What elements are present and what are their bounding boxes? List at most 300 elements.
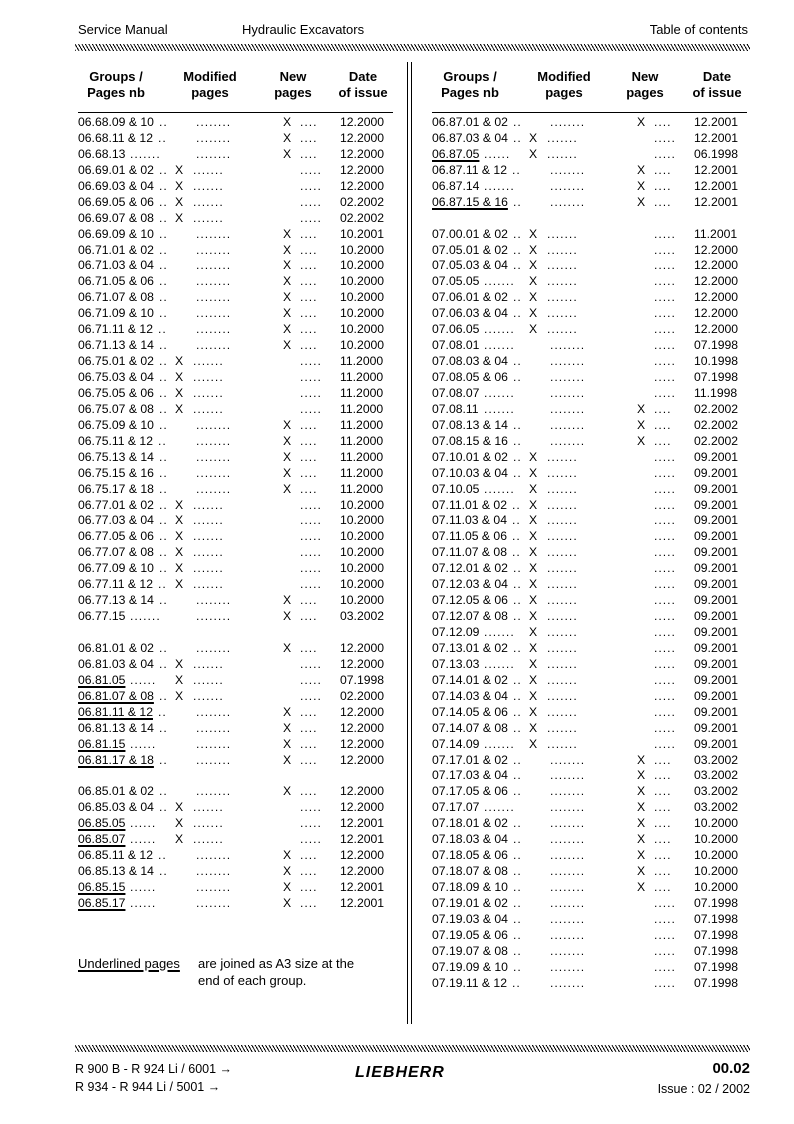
- leader-dots: ....: [654, 752, 672, 767]
- date-cell: 07.1998: [694, 943, 739, 958]
- leader-dots: ....: [300, 449, 318, 464]
- new-mark: X: [283, 880, 292, 894]
- modified-mark: X: [529, 497, 538, 512]
- table-row: [78, 147, 393, 163]
- date-cell: 12.2000: [694, 322, 739, 337]
- leader-dots: .......: [193, 513, 224, 528]
- date-cell: 12.2001: [340, 895, 385, 910]
- new-mark: X: [283, 481, 292, 496]
- leader-dots: .....: [300, 370, 322, 384]
- leader-dots: .....: [654, 736, 676, 751]
- leader-dots: .......: [484, 481, 515, 496]
- page-number-cell: 07.11.07 & 08: [432, 545, 507, 560]
- table-row: [78, 115, 393, 131]
- leader-dots: ........: [550, 959, 586, 974]
- date-cell: 09.2001: [694, 640, 739, 655]
- date-cell: 12.2001: [694, 162, 739, 177]
- leader-dots: ....: [300, 864, 318, 879]
- table-row: [78, 896, 393, 912]
- leader-dots: ..: [159, 720, 168, 735]
- leader-dots: ....: [300, 322, 318, 337]
- date-cell: 09.2001: [694, 577, 739, 592]
- leader-dots: .....: [654, 529, 676, 544]
- leader-dots: ....: [300, 146, 318, 161]
- leader-dots: ..: [159, 178, 168, 193]
- column-divider-a: [407, 62, 408, 1024]
- date-cell: 10.2000: [694, 880, 739, 894]
- table-row: [432, 434, 747, 450]
- modified-mark: X: [529, 577, 538, 592]
- page-number-cell: 06.77.01 & 02: [78, 497, 154, 512]
- leader-dots: ....: [654, 178, 672, 193]
- leader-dots: ........: [550, 385, 586, 400]
- table-row: [78, 322, 393, 338]
- date-cell: 11.2000: [340, 465, 384, 480]
- page-number-cell: 06.81.01 & 02: [78, 640, 154, 655]
- table-row: [432, 657, 747, 673]
- page-number-cell: 06.69.03 & 04: [78, 178, 154, 193]
- new-mark: X: [637, 433, 646, 448]
- new-mark: X: [283, 242, 292, 257]
- table-row: [78, 434, 393, 450]
- leader-dots: .....: [300, 832, 322, 847]
- leader-dots: ..: [158, 848, 167, 863]
- modified-mark: X: [529, 688, 538, 703]
- new-mark: X: [283, 736, 292, 751]
- leader-dots: ....: [300, 290, 318, 305]
- leader-dots: ........: [550, 370, 586, 384]
- date-cell: 10.2000: [340, 529, 385, 544]
- page-number-cell: 06.85.01 & 02: [78, 784, 154, 799]
- table-row: [78, 768, 393, 784]
- date-cell: 07.1998: [694, 370, 739, 384]
- table-row: [432, 625, 747, 641]
- date-cell: 11.2000: [340, 417, 384, 432]
- leader-dots: .....: [654, 370, 676, 384]
- leader-dots: .......: [193, 178, 224, 193]
- table-row: [78, 370, 393, 386]
- table-row: [432, 227, 747, 243]
- modified-mark: X: [529, 306, 538, 321]
- leader-dots: .......: [193, 561, 224, 576]
- header-modified: Modified pages: [537, 69, 591, 100]
- date-cell: 10.2000: [340, 577, 385, 592]
- leader-dots: ..: [512, 162, 521, 177]
- leader-dots: .......: [547, 672, 578, 687]
- date-cell: 12.2000: [340, 800, 385, 815]
- leader-dots: ........: [550, 768, 586, 783]
- leader-dots: ..: [513, 130, 522, 145]
- leader-dots: .....: [300, 162, 322, 177]
- leader-dots: ........: [196, 704, 232, 719]
- leader-dots: ..: [159, 338, 168, 353]
- date-cell: 09.2001: [694, 513, 739, 528]
- leader-dots: ........: [196, 242, 232, 257]
- leader-dots: ..: [512, 529, 521, 544]
- leader-dots: .....: [654, 640, 676, 655]
- leader-dots: .....: [654, 609, 676, 624]
- page-number-cell: 07.12.07 & 08: [432, 609, 508, 624]
- leader-dots: .......: [193, 354, 224, 369]
- leader-dots: .....: [654, 959, 676, 974]
- date-cell: 12.2000: [340, 130, 385, 145]
- modified-mark: X: [175, 561, 184, 576]
- leader-dots: .......: [193, 385, 224, 400]
- leader-dots: .....: [654, 943, 676, 958]
- leader-dots: .......: [193, 688, 224, 703]
- page-number-cell: 07.05.03 & 04: [432, 258, 508, 273]
- date-cell: 10.2000: [340, 322, 385, 337]
- modified-mark: X: [529, 720, 538, 735]
- leader-dots: ......: [130, 672, 157, 687]
- header-date: Date of issue: [338, 69, 388, 100]
- leader-dots: .....: [654, 927, 676, 942]
- leader-dots: .......: [547, 465, 578, 480]
- leader-dots: ..: [159, 274, 168, 289]
- page-number-cell: 07.13.01 & 02: [432, 640, 508, 655]
- leader-dots: .....: [654, 481, 676, 496]
- page-number-cell: 07.00.01 & 02: [432, 226, 508, 241]
- table-row: [78, 561, 393, 577]
- leader-dots: ..: [513, 577, 522, 592]
- leader-dots: ....: [654, 880, 672, 894]
- leader-dots: ....: [300, 640, 318, 655]
- leader-dots: ....: [654, 864, 672, 879]
- new-mark: X: [637, 784, 646, 799]
- liebherr-logo: LIEBHERR: [355, 1064, 445, 1081]
- leader-dots: ....: [300, 609, 318, 624]
- page-number-cell: 06.85.07: [78, 832, 126, 847]
- leader-dots: .....: [300, 178, 322, 193]
- date-cell: 11.2000: [340, 449, 384, 464]
- modified-mark: X: [175, 688, 184, 703]
- leader-dots: .....: [654, 354, 676, 369]
- page-number-cell: 07.08.13 & 14: [432, 417, 508, 432]
- leader-dots: .......: [193, 832, 224, 847]
- date-cell: 10.2000: [340, 497, 385, 512]
- leader-dots: .......: [130, 609, 161, 624]
- page-number-cell: 07.08.05 & 06: [432, 370, 508, 384]
- new-mark: X: [637, 752, 646, 767]
- leader-dots: .......: [193, 194, 224, 209]
- table-row: [432, 768, 747, 784]
- modified-mark: X: [529, 529, 538, 544]
- leader-dots: ....: [654, 784, 672, 799]
- new-mark: X: [283, 258, 292, 273]
- leader-dots: ......: [130, 832, 157, 847]
- page-number-cell: 07.18.09 & 10: [432, 880, 508, 894]
- leader-dots: .....: [654, 322, 676, 337]
- modified-mark: X: [529, 226, 538, 241]
- leader-dots: ..: [513, 115, 522, 129]
- table-row: [432, 482, 747, 498]
- new-mark: X: [637, 816, 646, 831]
- leader-dots: ....: [654, 433, 672, 448]
- leader-dots: ..: [513, 258, 522, 273]
- table-row: [432, 976, 747, 992]
- leader-dots: ..: [513, 784, 522, 799]
- new-mark: X: [283, 115, 292, 129]
- page-number-cell: 06.71.01 & 02: [78, 242, 154, 257]
- leader-dots: .....: [300, 561, 322, 576]
- leader-dots: ........: [550, 784, 586, 799]
- leader-dots: .......: [547, 656, 578, 671]
- header-new: New pages: [274, 69, 312, 100]
- date-cell: 12.2001: [694, 178, 739, 193]
- page-number-cell: 07.19.03 & 04: [432, 911, 508, 926]
- modified-mark: X: [529, 704, 538, 719]
- table-row: [78, 721, 393, 737]
- page-number-cell: 06.77.05 & 06: [78, 529, 154, 544]
- modified-mark: X: [175, 832, 184, 847]
- leader-dots: .......: [193, 401, 224, 416]
- page-number-cell: 06.71.09 & 10: [78, 306, 154, 321]
- leader-dots: .....: [300, 529, 322, 544]
- page-number-cell: 06.68.09 & 10: [78, 115, 154, 129]
- leader-dots: ..: [513, 194, 522, 209]
- leader-dots: .....: [300, 800, 322, 815]
- date-cell: 09.2001: [694, 561, 739, 576]
- leader-dots: ....: [300, 736, 318, 751]
- table-row: [432, 211, 747, 227]
- leader-dots: ....: [654, 194, 672, 209]
- leader-dots: ........: [196, 895, 232, 910]
- leader-dots: ....: [300, 115, 318, 129]
- date-cell: 12.2000: [694, 242, 739, 257]
- page-number-cell: 07.08.11: [432, 401, 479, 416]
- table-row: [432, 673, 747, 689]
- leader-dots: .......: [547, 688, 578, 703]
- date-cell: 12.2000: [340, 720, 385, 735]
- leader-dots: ..: [159, 385, 168, 400]
- leader-dots: ..: [512, 975, 521, 990]
- page-number-cell: 06.69.05 & 06: [78, 194, 154, 209]
- header-groups: Groups / Pages nb: [441, 69, 499, 100]
- date-cell: 12.2000: [340, 864, 385, 879]
- header-hatch-rule: [75, 44, 750, 51]
- leader-dots: ..: [513, 465, 522, 480]
- leader-dots: ..: [513, 593, 522, 608]
- page-number-cell: 07.06.01 & 02: [432, 290, 508, 305]
- page-number-cell: 07.11.01 & 02: [432, 497, 507, 512]
- date-cell: 12.2000: [340, 848, 385, 863]
- page-number-cell: 06.81.05: [78, 672, 126, 687]
- page-number-cell: 06.75.03 & 04: [78, 370, 154, 384]
- new-mark: X: [283, 274, 292, 289]
- page-number-cell: 07.10.03 & 04: [432, 465, 508, 480]
- leader-dots: ..: [158, 704, 167, 719]
- page-number-cell: 07.17.07: [432, 800, 480, 815]
- table-row: [78, 593, 393, 609]
- leader-dots: ..: [159, 497, 168, 512]
- header-groups: Groups / Pages nb: [87, 69, 145, 100]
- leader-dots: ....: [300, 880, 318, 894]
- modified-mark: X: [529, 656, 538, 671]
- date-cell: 12.2000: [340, 178, 385, 193]
- leader-dots: ........: [550, 848, 586, 863]
- leader-dots: .......: [193, 162, 224, 177]
- page-number-cell: 06.87.05: [432, 146, 480, 161]
- modified-mark: X: [529, 242, 538, 257]
- date-cell: 12.2000: [340, 640, 385, 655]
- page-number-cell: 07.14.01 & 02: [432, 672, 508, 687]
- date-cell: 07.1998: [694, 927, 739, 942]
- leader-dots: .......: [547, 640, 578, 655]
- date-cell: 03.2002: [694, 784, 739, 799]
- leader-dots: ........: [196, 736, 232, 751]
- date-cell: 07.1998: [340, 672, 385, 687]
- leader-dots: ..: [513, 943, 522, 958]
- modified-mark: X: [529, 593, 538, 608]
- leader-dots: .....: [654, 593, 676, 608]
- leader-dots: .....: [300, 513, 322, 528]
- page-number-cell: 06.81.07 & 08: [78, 688, 154, 703]
- right-column-header: [432, 66, 747, 113]
- leader-dots: ........: [196, 290, 232, 305]
- table-row: [432, 577, 747, 593]
- modified-mark: X: [175, 529, 184, 544]
- date-cell: 10.2000: [340, 242, 385, 257]
- date-cell: 10.2000: [694, 832, 739, 847]
- new-mark: X: [283, 864, 292, 879]
- leader-dots: .......: [130, 146, 161, 161]
- date-cell: 12.2000: [340, 704, 385, 719]
- leader-dots: ........: [550, 338, 586, 353]
- leader-dots: ..: [159, 449, 168, 464]
- leader-dots: ..: [159, 593, 168, 608]
- date-cell: 02.2002: [694, 417, 739, 432]
- new-mark: X: [283, 130, 292, 145]
- date-cell: 09.2001: [694, 625, 739, 639]
- leader-dots: ........: [196, 481, 232, 496]
- modified-mark: X: [175, 162, 184, 177]
- page-number-cell: 07.12.01 & 02: [432, 561, 508, 576]
- table-row: [78, 816, 393, 832]
- date-cell: 10.2000: [340, 306, 385, 321]
- leader-dots: ..: [513, 672, 522, 687]
- page-number-cell: 07.18.03 & 04: [432, 832, 508, 847]
- date-cell: 03.2002: [694, 768, 739, 783]
- leader-dots: .....: [654, 688, 676, 703]
- leader-dots: ..: [513, 895, 522, 910]
- modified-mark: X: [175, 178, 184, 193]
- leader-dots: ..: [159, 306, 168, 321]
- left-column-table: [78, 66, 393, 912]
- table-row: [432, 705, 747, 721]
- new-mark: X: [637, 194, 646, 209]
- leader-dots: ........: [550, 880, 586, 894]
- table-row: [432, 354, 747, 370]
- new-mark: X: [283, 146, 292, 161]
- table-row: [432, 641, 747, 657]
- table-row: [432, 800, 747, 816]
- new-mark: X: [283, 226, 292, 241]
- leader-dots: .....: [654, 577, 676, 592]
- footer-models: [75, 1060, 232, 1096]
- modified-mark: X: [529, 609, 538, 624]
- page-number-cell: 06.81.11 & 12: [78, 704, 153, 719]
- leader-dots: ..: [159, 290, 168, 305]
- new-mark: X: [283, 465, 292, 480]
- new-mark: X: [637, 768, 646, 783]
- leader-dots: .......: [193, 370, 224, 384]
- leader-dots: ....: [300, 593, 318, 608]
- table-row: [78, 450, 393, 466]
- leader-dots: ........: [550, 975, 586, 990]
- footer-model-2: R 934 - R 944 Li / 5001 →: [75, 1080, 221, 1094]
- table-row: [432, 402, 747, 418]
- header-modified: Modified pages: [183, 69, 237, 100]
- leader-dots: ..: [513, 417, 522, 432]
- date-cell: 12.2000: [340, 736, 385, 751]
- page-number-cell: 07.13.03: [432, 656, 480, 671]
- table-row: [78, 418, 393, 434]
- table-row: [432, 274, 747, 290]
- leader-dots: .......: [547, 609, 578, 624]
- leader-dots: .......: [547, 130, 578, 145]
- new-mark: X: [637, 832, 646, 847]
- table-row: [432, 928, 747, 944]
- leader-dots: ......: [484, 146, 511, 161]
- table-row: [78, 402, 393, 418]
- table-row: [78, 354, 393, 370]
- page-number-cell: 06.85.15: [78, 880, 126, 894]
- leader-dots: .......: [547, 704, 578, 719]
- leader-dots: ..: [159, 162, 168, 177]
- page-number-cell: 07.17.05 & 06: [432, 784, 508, 799]
- leader-dots: ....: [654, 768, 672, 783]
- leader-dots: ....: [300, 226, 318, 241]
- page-number-cell: 06.77.09 & 10: [78, 561, 154, 576]
- leader-dots: .....: [300, 672, 322, 687]
- date-cell: 09.2001: [694, 449, 739, 464]
- table-row: [432, 147, 747, 163]
- leader-dots: .....: [654, 656, 676, 671]
- leader-dots: .......: [193, 545, 224, 560]
- leader-dots: ....: [654, 115, 672, 129]
- date-cell: 07.1998: [694, 911, 739, 926]
- leader-dots: ....: [300, 481, 318, 496]
- table-row: [432, 418, 747, 434]
- leader-dots: ..: [159, 864, 168, 879]
- leader-dots: .......: [193, 210, 224, 225]
- page-number-cell: 07.08.07: [432, 385, 480, 400]
- table-row: [432, 545, 747, 561]
- leader-dots: ........: [196, 848, 232, 863]
- page-number-cell: 07.06.05: [432, 322, 480, 337]
- page-number-cell: 07.11.03 & 04: [432, 513, 507, 528]
- leader-dots: ........: [550, 115, 586, 129]
- date-cell: 02.2002: [340, 210, 385, 225]
- leader-dots: ........: [550, 816, 586, 831]
- leader-dots: ........: [196, 593, 232, 608]
- page-number-cell: 06.75.07 & 08: [78, 401, 154, 416]
- table-row: [78, 243, 393, 259]
- leader-dots: ..: [159, 210, 168, 225]
- leader-dots: .......: [193, 497, 224, 512]
- leader-dots: .......: [193, 672, 224, 687]
- leader-dots: ....: [300, 784, 318, 799]
- page-number-cell: 06.85.13 & 14: [78, 864, 154, 879]
- modified-mark: X: [529, 290, 538, 305]
- leader-dots: .....: [654, 720, 676, 735]
- table-row: [432, 912, 747, 928]
- page-number-cell: 06.69.01 & 02: [78, 162, 154, 177]
- leader-dots: ..: [513, 704, 522, 719]
- table-row: [78, 657, 393, 673]
- date-cell: 09.2001: [694, 720, 739, 735]
- leader-dots: .....: [300, 385, 322, 400]
